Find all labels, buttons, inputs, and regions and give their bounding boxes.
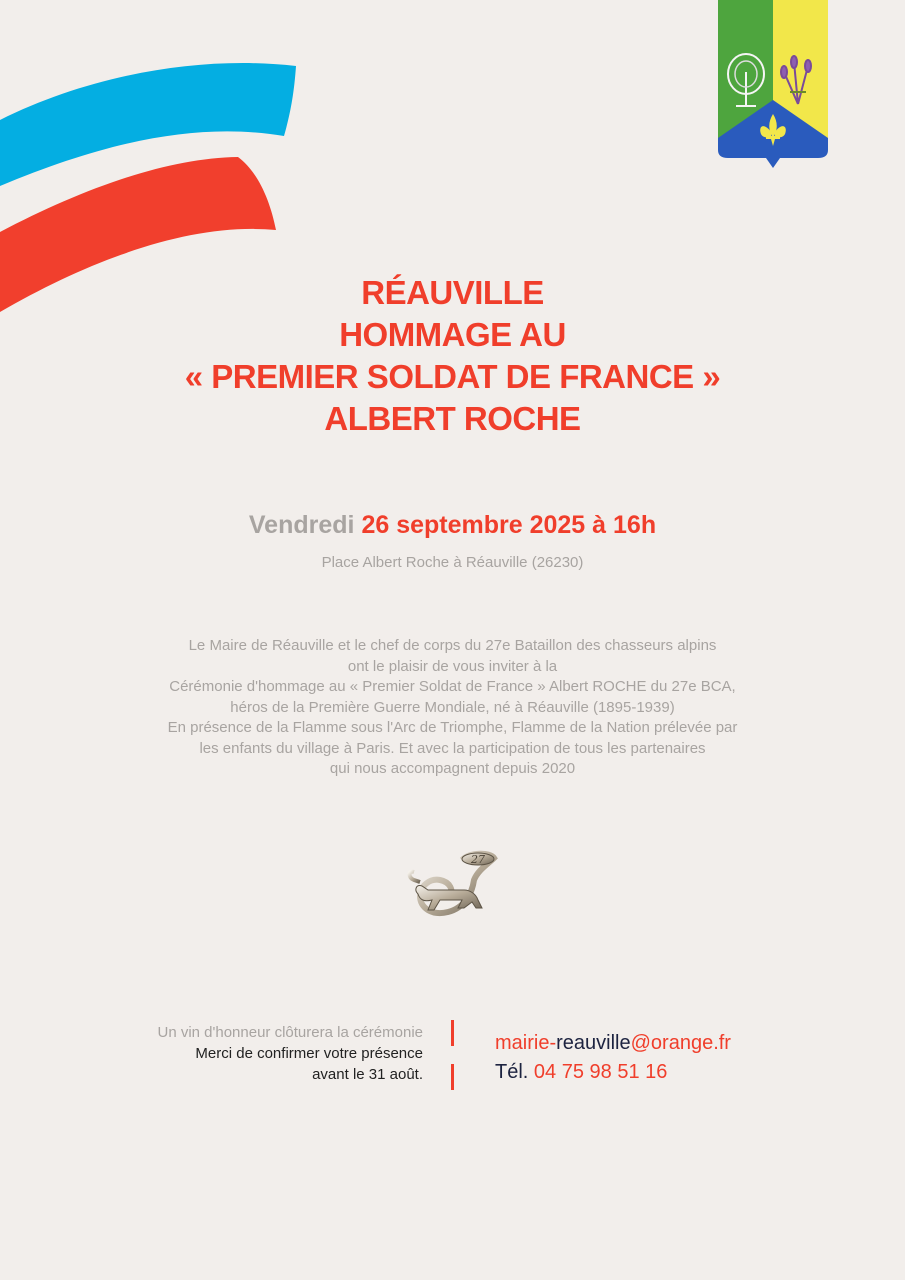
- title-line-4: ALBERT ROCHE: [324, 400, 581, 437]
- battalion-horn-insignia-icon: [404, 850, 500, 926]
- event-place: Place Albert Roche à Réauville (26230): [321, 554, 584, 571]
- footer-divider-top: [451, 1020, 454, 1046]
- event-at: à: [592, 511, 607, 539]
- title-line-3: « PREMIER SOLDAT DE FRANCE »: [184, 358, 721, 395]
- footer-note: [157, 1022, 423, 1085]
- event-time: 16h: [613, 511, 657, 539]
- invitation-line: Le Maire de Réauville et le chef de corps du 27e Bataillon des chasseurs alpins: [188, 637, 717, 654]
- blue-swoosh: [0, 63, 296, 186]
- insignia-number: 27: [471, 853, 485, 866]
- rsvp-line-1: Merci de confirmer votre présence: [195, 1045, 423, 1062]
- event-weekday: Vendredi: [248, 511, 355, 539]
- invitation-line: ont le plaisir de vous inviter à la: [347, 657, 558, 675]
- footer-divider-bottom: [451, 1064, 454, 1090]
- title-line-2: HOMMAGE AU: [339, 316, 566, 353]
- contact-email[interactable]: [495, 1029, 731, 1058]
- phone-number: 04 75 98 51 16: [533, 1061, 668, 1083]
- invitation-text: [0, 636, 905, 780]
- email-part-3: @orange.fr: [630, 1032, 731, 1054]
- contact-phone[interactable]: [495, 1058, 731, 1087]
- invitation-line: héros de la Première Guerre Mondiale, né à Réauville (1895-1939): [230, 698, 675, 716]
- event-day-date: 26 septembre 2025: [361, 511, 586, 539]
- main-title: [0, 272, 905, 440]
- event-date: [0, 507, 905, 543]
- rsvp-line-2: avant le 31 août.: [312, 1066, 423, 1083]
- reauville-coat-of-arms: [718, 0, 830, 172]
- email-part-2: reauville: [556, 1032, 631, 1054]
- email-part-1: mairie-: [495, 1032, 557, 1054]
- reception-note: Un vin d'honneur clôturera la cérémonie: [157, 1024, 423, 1041]
- invitation-line: qui nous accompagnent depuis 2020: [329, 760, 576, 777]
- phone-label: Tél.: [495, 1061, 529, 1083]
- invitation-line: les enfants du village à Paris. Et avec la participation de tous les partenaires: [199, 739, 706, 757]
- title-line-1: RÉAUVILLE: [361, 274, 544, 311]
- invitation-line: Cérémonie d'hommage au « Premier Soldat de France » Albert ROCHE du 27e BCA,: [169, 678, 736, 695]
- contact-info: [495, 1029, 731, 1087]
- invitation-line: En présence de la Flamme sous l'Arc de Triomphe, Flamme de la Nation prélevée par: [167, 719, 738, 736]
